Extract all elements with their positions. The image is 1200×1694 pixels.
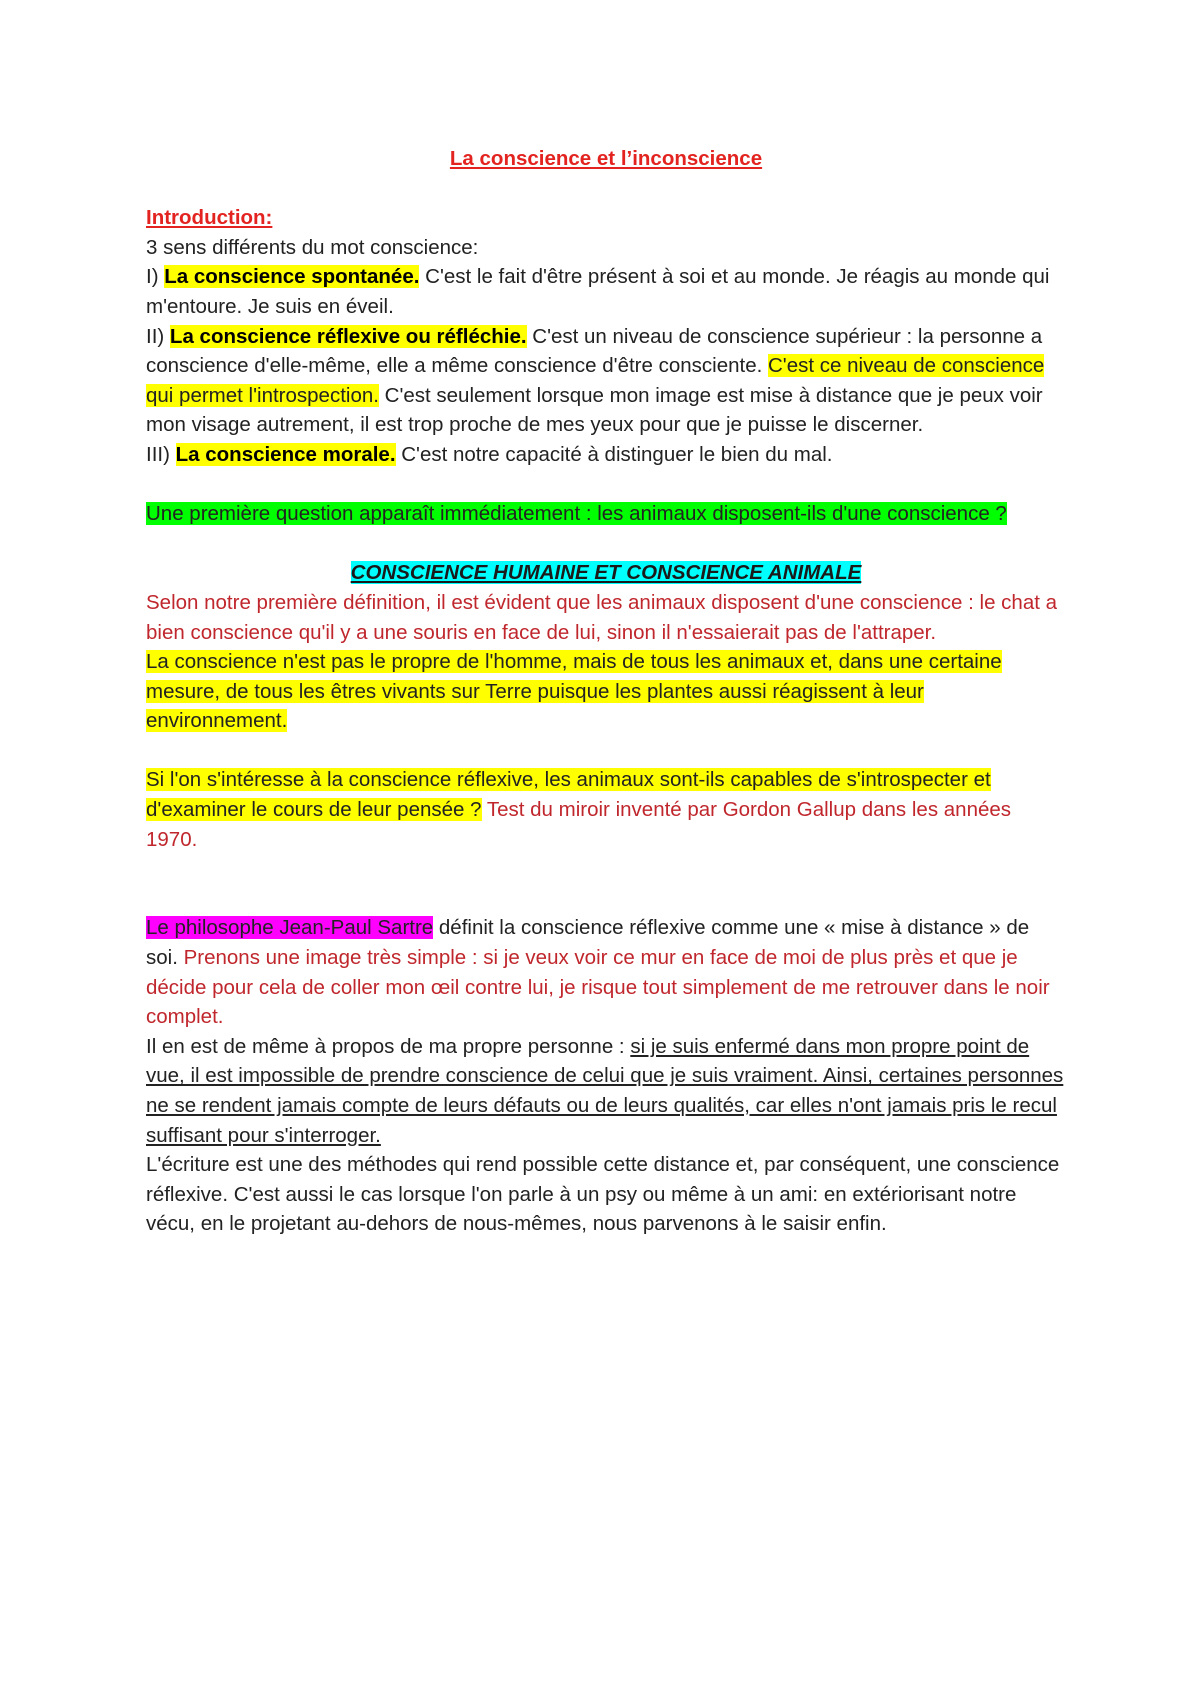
sense-2-term: La conscience réflexive ou réfléchie. <box>169 324 527 348</box>
sense-3-number: III) <box>146 442 170 466</box>
own-person-underlined: si je suis enfermé dans mon propre point de vue, il est impossible de prendre conscience de celui que je suis vraiment. Ainsi, certaines personnes ne se rendent jamais compte de leurs défauts ou de leurs qualités, car elles n'ont jamais pris le recul suffisant pour s'interroger. <box>146 1034 1064 1147</box>
sense-1-text: C'est le fait d'être présent à soi et au monde. Je réagis au monde qui m'entoure. Je suis en éveil. <box>146 265 1050 318</box>
spacer <box>146 174 1066 204</box>
title-line <box>146 144 1066 174</box>
sense-3 <box>146 440 1066 470</box>
paragraph-sartre <box>146 913 1066 1031</box>
section-heading: CONSCIENCE HUMAINE ET CONSCIENCE ANIMALE <box>350 561 862 585</box>
sense-2-number: II) <box>146 324 165 348</box>
section-heading-line <box>146 558 1066 588</box>
sense-1-term: La conscience spontanée. <box>164 265 420 289</box>
document-body <box>146 144 1066 1239</box>
sense-2 <box>146 322 1066 440</box>
sense-3-text: C'est notre capacité à distinguer le bien du mal. <box>395 442 833 466</box>
paragraph-writing: L'écriture est une des méthodes qui rend possible cette distance et, par conséquent, une conscience réflexive. C'est aussi le cas lorsque l'on parle à un psy ou même à un ami: en extériorisant notre vécu, en le projetant au-dehors de nous-mêmes, nous parvenons à le saisir enfin. <box>146 1153 1060 1236</box>
question-paragraph <box>146 499 1066 529</box>
sense-3-term: La conscience morale. <box>175 442 396 466</box>
sartre-text: définit la conscience réflexive comme une « mise à distance » de soi. <box>146 916 1030 970</box>
intro-heading: Introduction: <box>146 206 273 230</box>
mirror-test-text: Test du miroir inventé par Gordon Gallup dans les années 1970. <box>146 798 1012 851</box>
paragraph-definition: Selon notre première définition, il est évident que les animaux disposent d'une conscience : le chat a bien conscience qu'il y a une souris en face de lui, sinon il n'essaierait pas de l'attraper. <box>146 590 1058 644</box>
spacer <box>146 529 1066 559</box>
sense-1-number: I) <box>146 265 159 289</box>
sense-2-highlight: C'est ce niveau de conscience qui permet l'introspection. <box>146 354 1045 407</box>
paragraph-own-person <box>146 1032 1066 1150</box>
sense-2-text-2: C'est seulement lorsque mon image est mise à distance que je peux voir mon visage autrement, il est trop proche de mes yeux pour que je puisse le discerner. <box>146 383 1043 437</box>
own-person-text: Il en est de même à propos de ma propre personne : <box>146 1034 631 1058</box>
spacer <box>146 884 1066 914</box>
sartre-highlight: Le philosophe Jean-Paul Sartre <box>146 916 434 940</box>
spacer <box>146 854 1066 884</box>
spacer <box>146 470 1066 500</box>
spacer <box>146 736 1066 766</box>
intro-lead: 3 sens différents du mot conscience: <box>146 235 479 259</box>
mirror-question-highlight: Si l'on s'intéresse à la conscience réflexive, les animaux sont-ils capables de s'introspecter et d'examiner le cours de leur pensée ? <box>146 768 991 822</box>
first-question: Une première question apparaît immédiatement : les animaux disposent-ils d'une conscience ? <box>146 502 1007 526</box>
sense-1 <box>146 262 1066 321</box>
paragraph-all-animals <box>146 647 1066 736</box>
paragraph-mirror-test <box>146 765 1066 854</box>
sense-2-text: C'est un niveau de conscience supérieur : la personne a conscience d'elle-même, elle a même conscience d'être consciente. <box>146 324 1043 378</box>
page-title: La conscience et l’inconscience <box>449 147 763 170</box>
wall-example-text: Prenons une image très simple : si je veux voir ce mur en face de moi de plus près et que je décide pour cela de coller mon œil contre lui, je risque tout simplement de me retrouver dans le noir complet. <box>146 946 1050 1029</box>
intro-heading-line <box>146 203 1066 233</box>
all-animals-highlight: La conscience n'est pas le propre de l'homme, mais de tous les animaux et, dans une certaine mesure, de tous les êtres vivants sur Terre puisque les plantes aussi réagissent à leur environnement. <box>146 650 1002 733</box>
